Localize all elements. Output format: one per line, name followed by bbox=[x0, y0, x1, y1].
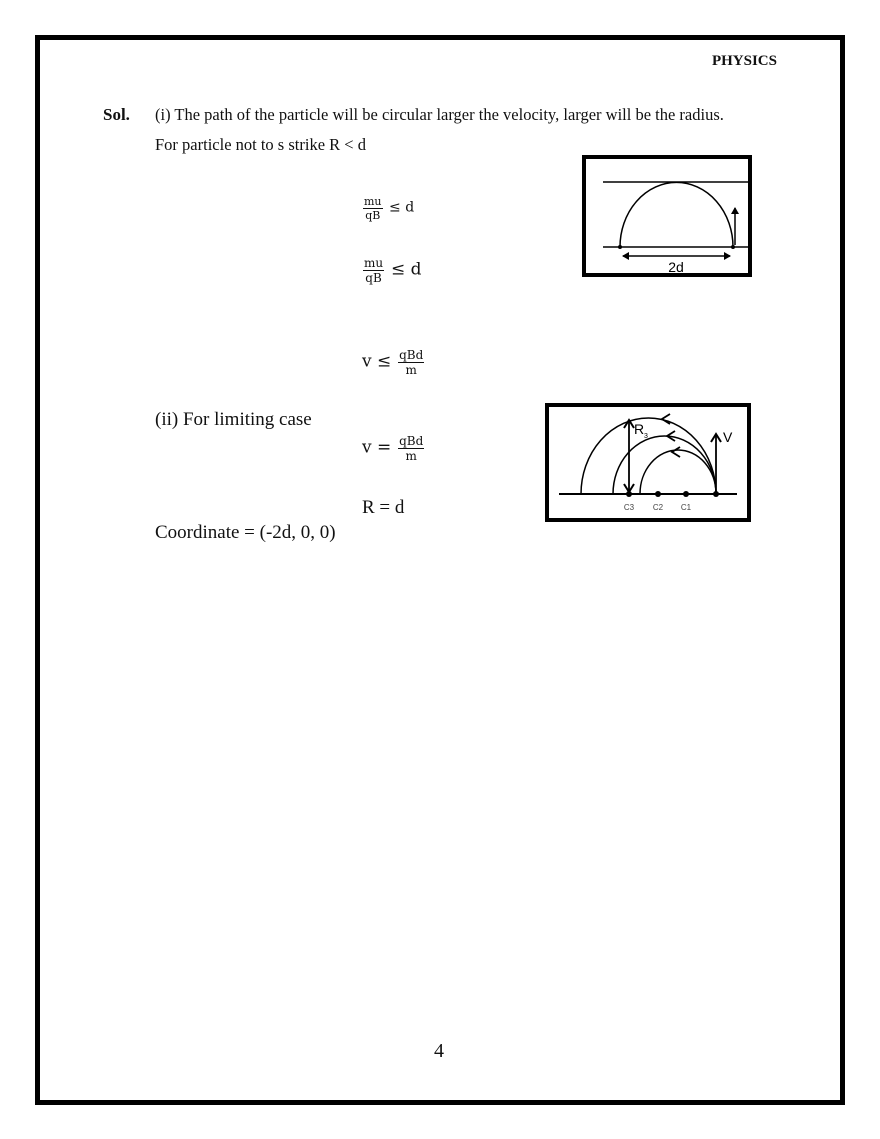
velocity-label: V bbox=[723, 429, 733, 445]
figure1-label: 2d bbox=[668, 259, 684, 275]
eq1-denominator: qB bbox=[365, 209, 381, 223]
header-subject: PHYSICS bbox=[711, 53, 777, 69]
center-label-c3: C3 bbox=[623, 503, 635, 512]
eq3-denominator: m bbox=[405, 363, 417, 378]
eq3-lhs: v ≤ bbox=[362, 351, 392, 372]
equation-5: R = d bbox=[362, 497, 405, 518]
figure-semicircle-path bbox=[584, 157, 750, 275]
center-label-c2: C2 bbox=[652, 503, 664, 512]
part1-line2: For particle not to s strike R < d bbox=[155, 135, 366, 154]
coordinate-result: Coordinate = (-2d, 0, 0) bbox=[155, 522, 336, 543]
eq2-numerator: mu bbox=[364, 256, 384, 270]
figure-multiple-radii bbox=[547, 405, 749, 520]
eq1-numerator: mu bbox=[364, 195, 382, 208]
solution-label: Sol. bbox=[103, 105, 130, 124]
radius-subscript: 3 bbox=[644, 433, 648, 440]
eq2-denominator: qB bbox=[365, 271, 382, 286]
eq1-rhs: ≤ d bbox=[389, 199, 415, 216]
radius-label: R bbox=[634, 421, 645, 437]
eq2-rhs: ≤ d bbox=[390, 259, 422, 280]
part1-line1: (i) The path of the particle will be circular larger the velocity, larger will be the radius. bbox=[155, 105, 724, 124]
eq4-lhs: v = bbox=[362, 437, 392, 458]
eq4-denominator: m bbox=[405, 449, 417, 464]
eq4-numerator: qBd bbox=[399, 434, 424, 448]
page-number: 4 bbox=[434, 1040, 444, 1062]
part2-heading: (ii) For limiting case bbox=[155, 409, 312, 430]
center-label-c1: C1 bbox=[680, 503, 692, 512]
eq3-numerator: qBd bbox=[399, 348, 424, 362]
